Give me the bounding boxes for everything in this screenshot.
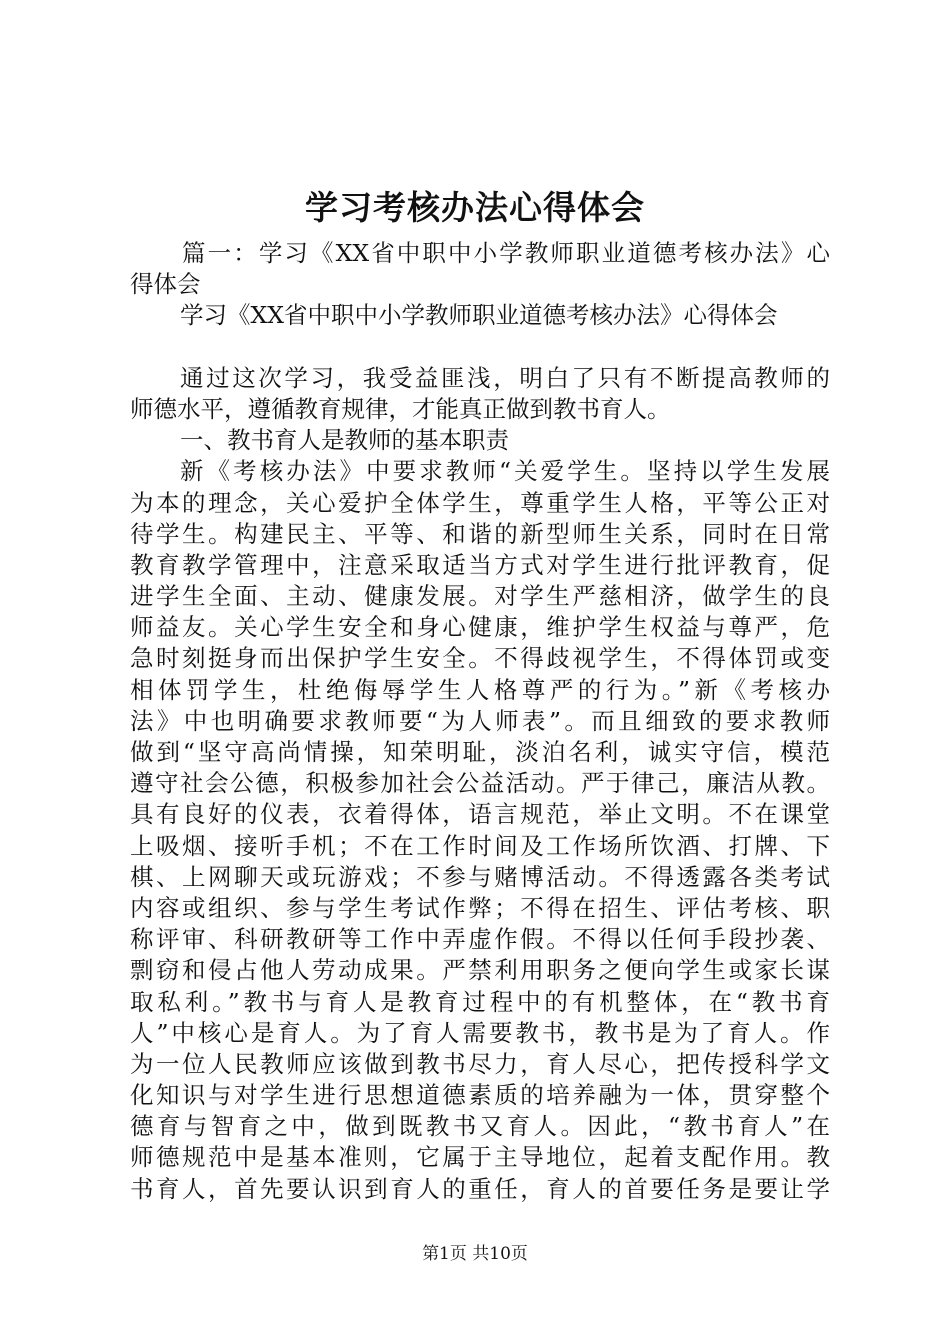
text-line: 称评审、科研教研等工作中弄虚作假。不得以任何手段抄袭、: [130, 925, 830, 954]
blank-line: [130, 332, 830, 363]
text-line: 急时刻挺身而出保护学生安全。不得歧视学生，不得体罚或变: [130, 644, 830, 673]
text-line: 教育教学管理中，注意采取适当方式对学生进行批评教育，促: [130, 550, 830, 579]
text-line: 遵守社会公德，积极参加社会公益活动。严于律己，廉洁从教。: [130, 769, 830, 798]
text-line: 做到“坚守高尚情操，知荣明耻，淡泊名利，诚实守信，模范: [130, 738, 830, 766]
text-line: 师德规范中是基本准则，它属于主导地位，起着支配作用。教: [130, 1143, 830, 1172]
text-line: 新《考核办法》中要求教师“关爱学生。坚持以学生发展: [180, 457, 830, 486]
text-line: 得体会: [130, 270, 201, 299]
text-line: 进学生全面、主动、健康发展。对学生严慈相济，做学生的良: [130, 582, 830, 611]
text-line: 化知识与对学生进行思想道德素质的培养融为一体，贯穿整个: [130, 1081, 830, 1110]
text-line: 内容或组织、参与学生考试作弊；不得在招生、评估考核、职: [130, 893, 830, 922]
page-number-footer: 第1页 共10页: [422, 1244, 528, 1264]
text-line: 相体罚学生，杜绝侮辱学生人格尊严的行为。”新《考核办: [130, 675, 830, 704]
text-line: 师益友。关心学生安全和身心健康，维护学生权益与尊严，危: [130, 613, 830, 642]
text-line: 人”中核心是育人。为了育人需要教书，教书是为了育人。作: [130, 1018, 830, 1047]
document-body: [130, 238, 830, 1205]
text-line: 篇一：学习《XX省中职中小学教师职业道德考核办法》心: [182, 239, 830, 267]
text-line: 师德水平，遵循教育规律，才能真正做到教书育人。: [130, 394, 671, 423]
text-line: 为本的理念，关心爱护全体学生，尊重学生人格，平等公正对: [130, 488, 830, 517]
text-line: 学习《XX省中职中小学教师职业道德考核办法》心得体会: [180, 301, 778, 330]
section-heading: 一、教书育人是教师的基本职责: [180, 426, 509, 455]
text-line: 棋、上网聊天或玩游戏；不参与赌博活动。不得透露各类考试: [130, 862, 830, 891]
text-line: 待学生。构建民主、平等、和谐的新型师生关系，同时在日常: [130, 519, 830, 548]
text-line: 通过这次学习，我受益匪浅，明白了只有不断提高教师的: [180, 363, 830, 392]
text-line: 德育与智育之中，做到既教书又育人。因此，“教书育人”在: [130, 1112, 830, 1141]
document-title: 学习考核办法心得体会: [305, 188, 645, 227]
text-line: 上吸烟、接听手机；不在工作时间及工作场所饮酒、打牌、下: [130, 831, 830, 860]
text-line: 为一位人民教师应该做到教书尽力，育人尽心，把传授科学文: [130, 1049, 830, 1078]
text-line: 取私利。”教书与育人是教育过程中的有机整体，在“教书育: [130, 987, 830, 1016]
text-line: 书育人，首先要认识到育人的重任，育人的首要任务是要让学: [130, 1174, 830, 1203]
text-line: 法》中也明确要求教师要“为人师表”。而且细致的要求教师: [130, 706, 830, 735]
text-line: 具有良好的仪表，衣着得体，语言规范，举止文明。不在课堂: [130, 800, 830, 829]
text-line: 剽窃和侵占他人劳动成果。严禁利用职务之便向学生或家长谋: [130, 956, 830, 985]
